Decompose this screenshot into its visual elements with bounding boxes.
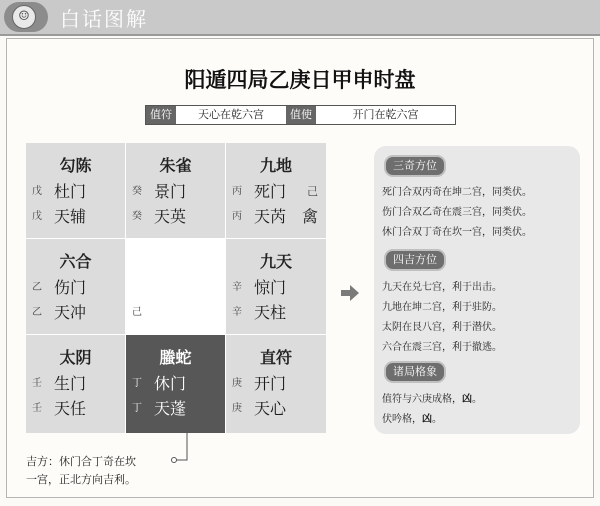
star: 天心 [254,399,287,418]
section-title: 白话图解 [60,7,148,31]
star: 天辅 [54,207,87,226]
section-header [0,0,600,36]
heaven-stem: 乙 [32,282,42,293]
heaven-stem: 辛 [232,282,242,293]
siji-line: 九地在坤二宫，利于驻防。 [382,302,502,313]
door: 生门 [54,374,87,393]
sanqi-tag: 三奇方位 [384,155,446,177]
palace-god: 九地 [259,156,292,175]
verdict-badge: 凶 [422,414,432,425]
zhishi-label: 值使 [286,106,316,124]
earth-stem: 丙 [232,211,242,222]
star-qin: 禽 [301,207,318,226]
earth-stem: 丁 [132,403,142,414]
heaven-stem: 癸 [132,186,142,197]
siji-line: 六合在震三宫，利于撤逃。 [382,342,502,353]
heaven-stem: 壬 [32,378,42,389]
door: 伤门 [54,278,87,297]
sanqi-line: 伤门合双乙奇在震三宫，同类伏。 [382,207,532,218]
center-stem: 己 [132,307,142,318]
palace-gen [26,335,126,433]
door: 开门 [254,374,287,393]
door: 杜门 [54,182,87,201]
palace-dui [226,239,326,335]
sanqi-line: 休门合双丁奇在坎一宫，同类伏。 [382,227,532,238]
siji-tag: 四吉方位 [384,249,446,271]
heaven-stem: 庚 [232,378,242,389]
zhifu-label: 值符 [146,106,176,124]
door: 惊门 [254,278,287,297]
palace-li [126,143,226,239]
earth-stem: 乙 [32,307,42,318]
heaven-stem: 丙 [232,186,242,197]
earth-stem: 戊 [32,211,42,222]
header-logo [4,2,48,32]
zhishi-value: 开门在乾六宫 [316,106,455,124]
star: 天蓬 [154,399,187,418]
hidden-stem: 己 [307,185,318,198]
earth-stem: 癸 [132,211,142,222]
heaven-stem: 戊 [32,186,42,197]
sanqi-line: 死门合双丙奇在坤二宫，同类伏。 [382,187,532,198]
palace-kun [226,143,326,239]
duty-bar [145,105,456,125]
star: 天英 [154,207,187,226]
note-line: 一宫，正北方向吉利。 [26,473,136,486]
star: 天芮 [254,207,287,226]
chart-title: 阳遁四局乙庚日甲申时盘 [184,68,416,92]
verdict-badge: 凶 [462,394,472,405]
palace-grid [26,143,326,433]
siji-line: 九天在兑七宫，利于出击。 [382,282,502,293]
palace-kan [126,335,226,433]
palace-god: 勾陈 [59,156,92,175]
palace-god: 直符 [259,348,292,367]
callout-connector [170,430,192,464]
palace-xun [26,143,126,239]
star: 天任 [54,399,87,418]
star: 天冲 [54,303,87,322]
earth-stem: 辛 [232,307,242,318]
geju-tag: 诸局格象 [384,361,446,383]
geju-line: 伏吟格，凶。 [382,414,442,425]
palace-god: 朱雀 [159,156,192,175]
palace-qian [226,335,326,433]
palace-god: 九天 [259,252,292,271]
earth-stem: 庚 [232,403,242,414]
note-line: 吉方：休门合丁奇在坎 [26,455,136,468]
palace-god: 螣蛇 [159,348,192,367]
door: 死门 [254,182,287,201]
earth-stem: 壬 [32,403,42,414]
smiley-icon: ☺ [12,5,36,29]
siji-line: 太阴在艮八宫，利于潜伏。 [382,322,502,333]
door: 休门 [154,374,187,393]
geju-line: 值符与六庚成格，凶。 [382,394,482,405]
palace-god: 太阴 [59,348,92,367]
heaven-stem: 丁 [132,378,142,389]
palace-zhen [26,239,126,335]
star: 天柱 [254,303,287,322]
door: 景门 [154,182,187,201]
arrow-right-icon [340,283,360,303]
palace-god: 六合 [59,252,92,271]
zhifu-value: 天心在乾六宫 [176,106,286,124]
palace-center [126,239,226,335]
